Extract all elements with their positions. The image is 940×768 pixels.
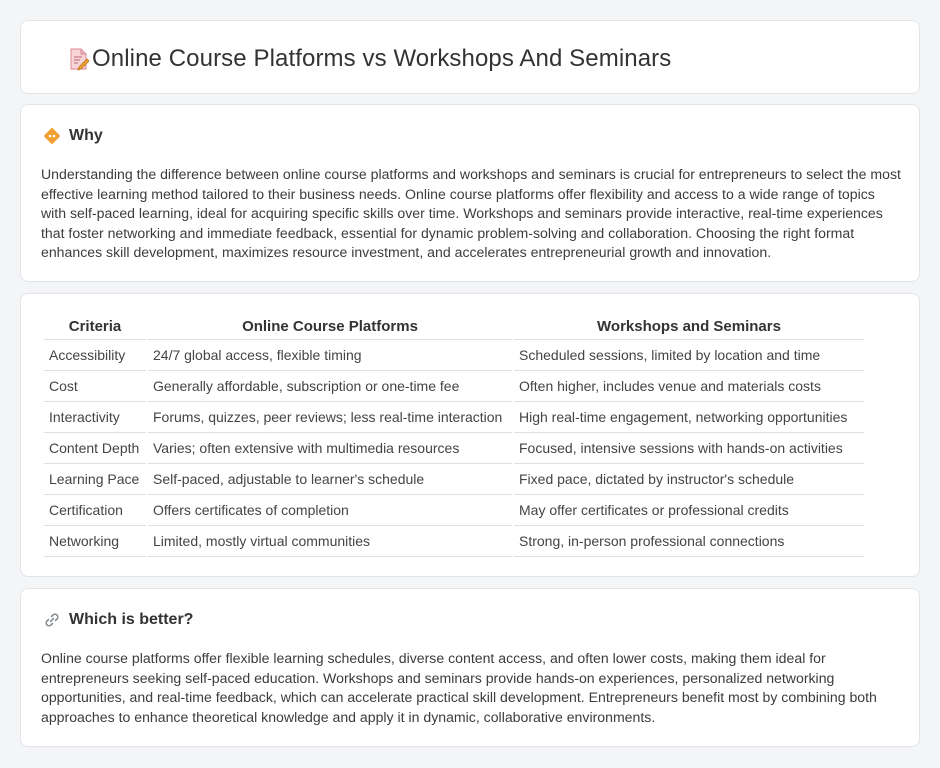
better-heading: Which is better? [69, 611, 194, 628]
table-row [44, 495, 864, 526]
which-is-better-section [20, 588, 920, 747]
better-heading-row [43, 611, 193, 629]
why-heading-row [43, 127, 103, 145]
table-row [44, 371, 864, 402]
column-header-workshops: Workshops and Seminars [514, 314, 864, 340]
workshops-cell: Scheduled sessions, limited by location and time [514, 340, 864, 371]
online-cell: Forums, quizzes, peer reviews; less real-time interaction [148, 402, 512, 433]
page-title: Online Course Platforms vs Workshops And Seminars [92, 45, 672, 72]
table-row [44, 433, 864, 464]
title-card [20, 20, 920, 94]
document-edit-icon [67, 47, 91, 71]
better-text: Online course platforms offer flexible learning schedules, diverse content access, and often lower costs, making them ideal for entrepreneurs seeking self-paced education. Workshops and seminars provide hands-on experiences, personalized networking opportunities, and real-time feedback, which can accelerate practical skill development. Entrepreneurs benefit most by combining both approaches to enhance theoretical knowledge and apply it in dynamic, collaborative environments. [41, 650, 877, 725]
diamond-sign-icon [43, 127, 61, 145]
table-row [44, 526, 864, 557]
why-section [20, 104, 920, 282]
criteria-cell: Interactivity [44, 402, 146, 433]
online-cell: Self-paced, adjustable to learner's schedule [148, 464, 512, 495]
column-header-online: Online Course Platforms [148, 314, 512, 340]
table-header-row [44, 314, 864, 340]
why-heading: Why [69, 127, 103, 144]
criteria-cell: Networking [44, 526, 146, 557]
criteria-cell: Accessibility [44, 340, 146, 371]
comparison-table-card [20, 293, 920, 577]
criteria-cell: Cost [44, 371, 146, 402]
online-cell: Varies; often extensive with multimedia resources [148, 433, 512, 464]
criteria-cell: Certification [44, 495, 146, 526]
table-row [44, 340, 864, 371]
why-text: Understanding the difference between online course platforms and workshops and seminars is crucial for entrepreneurs to select the most effective learning method tailored to their business needs. Online course platforms offer flexibility and access to a wide range of topics with self-paced learning, ideal for acquiring specific skills over time. Workshops and seminars provide interactive, real-time experiences that foster networking and immediate feedback, essential for dynamic problem-solving and collaboration. Choosing the right format enhances skill development, maximizes resource investment, and accelerates entrepreneurial growth and innovation. [41, 166, 901, 260]
column-header-criteria: Criteria [44, 314, 146, 340]
criteria-cell: Content Depth [44, 433, 146, 464]
table-row [44, 464, 864, 495]
workshops-cell: Fixed pace, dictated by instructor's schedule [514, 464, 864, 495]
online-cell: Limited, mostly virtual communities [148, 526, 512, 557]
comparison-table [42, 314, 866, 557]
online-cell: Generally affordable, subscription or one-time fee [148, 371, 512, 402]
workshops-cell: Strong, in-person professional connections [514, 526, 864, 557]
workshops-cell: High real-time engagement, networking opportunities [514, 402, 864, 433]
link-icon [43, 611, 61, 629]
workshops-cell: May offer certificates or professional credits [514, 495, 864, 526]
table-body [44, 340, 864, 557]
online-cell: Offers certificates of completion [148, 495, 512, 526]
criteria-cell: Learning Pace [44, 464, 146, 495]
online-cell: 24/7 global access, flexible timing [148, 340, 512, 371]
table-row [44, 402, 864, 433]
workshops-cell: Focused, intensive sessions with hands-on activities [514, 433, 864, 464]
workshops-cell: Often higher, includes venue and materials costs [514, 371, 864, 402]
